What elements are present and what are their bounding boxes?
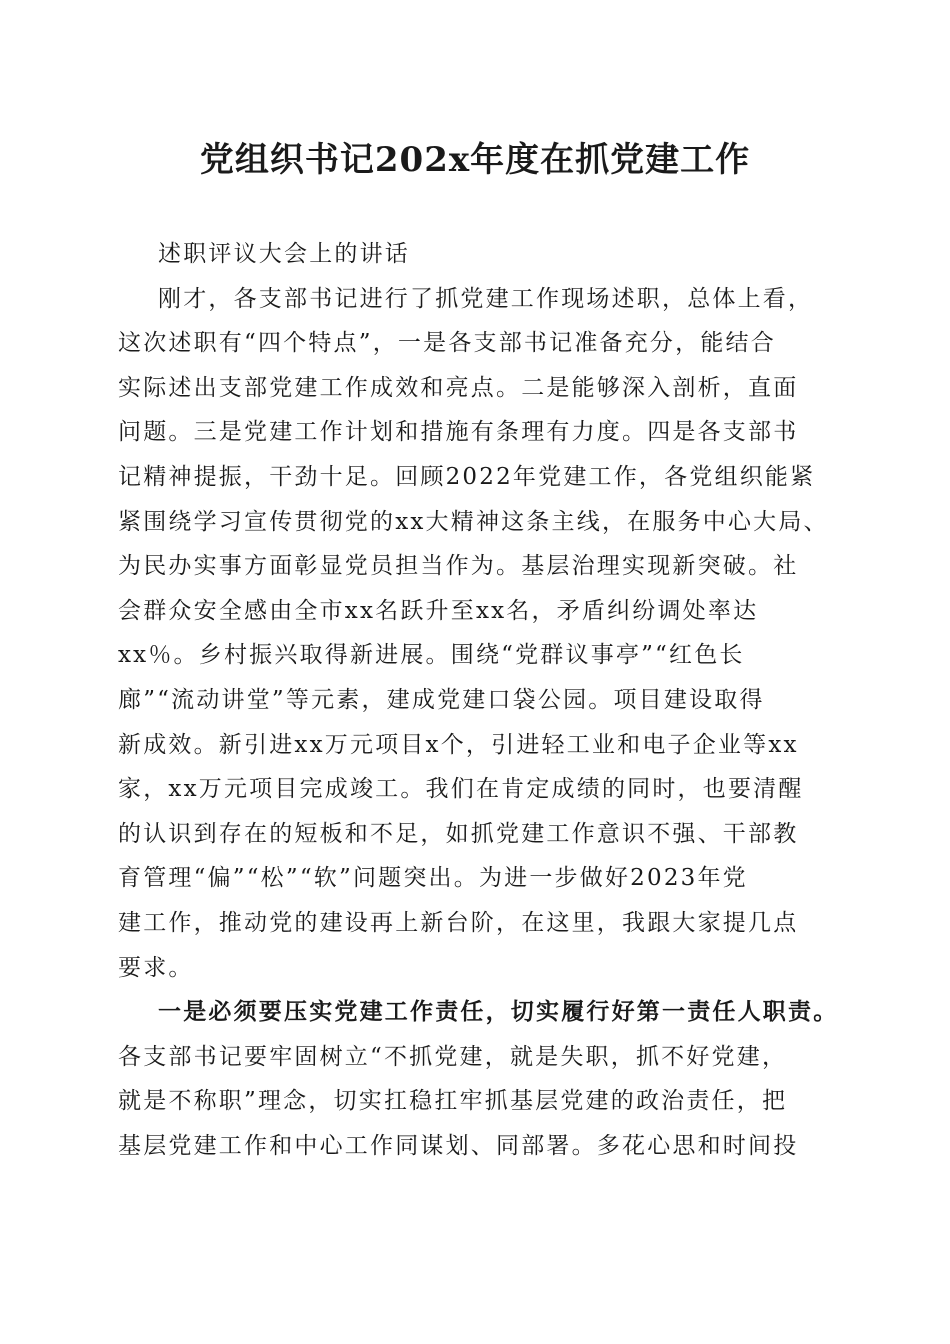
paragraph-line: 这次述职有“四个特点”，一是各支部书记准备充分，能结合: [118, 330, 776, 357]
paragraph-line: 会群众安全感由全市xx名跃升至xx名，矛盾纠纷调处率达: [118, 597, 759, 624]
subtitle-line: 述职评议大会上的讲话: [158, 241, 410, 267]
paragraph-line: xx％。乡村振兴取得新进展。围绕“党群议事亭”“红色长: [118, 642, 745, 669]
paragraph-line: 建工作，推动党的建设再上新台阶，在这里，我跟大家提几点: [118, 909, 799, 936]
document-title: 党组织书记202x年度在抓党建工作: [199, 140, 751, 180]
paragraph-line: 育管理“偏”“松”“软”问题突出。为进一步做好2023年党: [118, 865, 748, 892]
section-heading: 一是必须要压实党建工作责任，切实履行好第一责任人职责。: [158, 998, 839, 1026]
paragraph-line: 各支部书记要牢固树立“不抓党建，就是失职，抓不好党建，: [118, 1043, 788, 1070]
paragraph-line: 实际述出支部党建工作成效和亮点。二是能够深入剖析，直面: [118, 374, 799, 401]
paragraph-line: 为民办实事方面彰显党员担当作为。基层治理实现新突破。社: [118, 553, 799, 580]
paragraph-line: 廊”“流动讲堂”等元素，建成党建口袋公园。项目建设取得: [118, 686, 765, 713]
paragraph-line: 的认识到存在的短板和不足，如抓党建工作意识不强、干部教: [118, 820, 799, 847]
paragraph-line: 刚才，各支部书记进行了抓党建工作现场述职，总体上看，: [158, 285, 814, 312]
paragraph-line: 家，xx万元项目完成竣工。我们在肯定成绩的同时，也要清醒: [118, 776, 804, 803]
paragraph-line: 基层党建工作和中心工作同谋划、同部署。多花心思和时间投: [118, 1132, 799, 1159]
paragraph-line: 新成效。新引进xx万元项目x个，引进轻工业和电子企业等xx: [118, 731, 799, 758]
paragraph-line: 紧围绕学习宣传贯彻党的xx大精神这条主线，在服务中心大局、: [118, 508, 829, 535]
paragraph-line: 就是不称职”理念，切实扛稳扛牢抓基层党建的政治责任，把: [118, 1088, 788, 1115]
paragraph-line: 记精神提振，干劲十足。回顾2022年党建工作，各党组织能紧: [118, 463, 816, 490]
paragraph-line: 问题。三是党建工作计划和措施有条理有力度。四是各支部书: [118, 419, 799, 446]
document-body: [118, 232, 838, 1168]
paragraph-line: 要求。: [118, 954, 194, 981]
